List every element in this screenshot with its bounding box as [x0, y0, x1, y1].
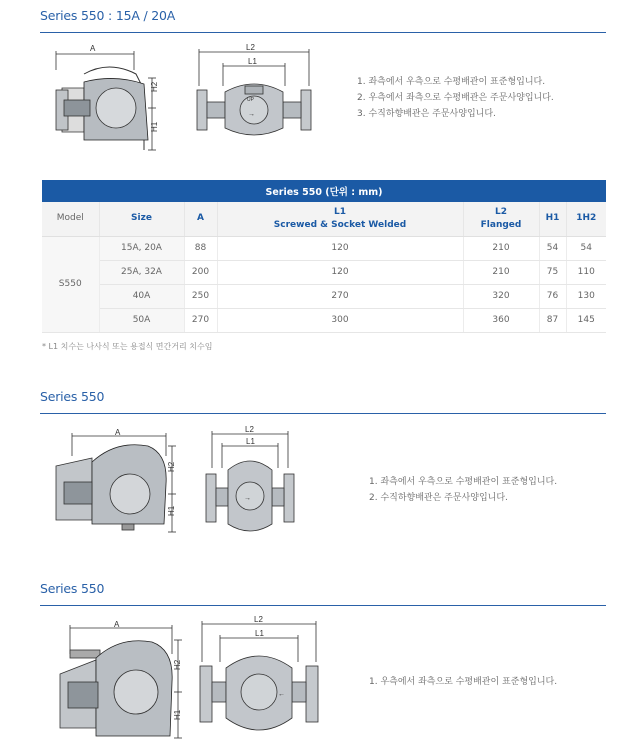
- size-cell: 50A: [99, 308, 184, 332]
- flow-arrow-icon: →: [244, 495, 251, 502]
- table-footnote: * L1 치수는 나사식 또는 용접식 면간거리 치수임: [42, 342, 213, 351]
- section1-divider: [40, 32, 606, 33]
- section3-side-view-drawing: [46, 620, 186, 742]
- section1-note: 3. 수직하향배관은 주문사양입니다.: [357, 109, 496, 119]
- l1-cell: 120: [217, 260, 463, 284]
- header-h1: H1: [539, 202, 566, 236]
- section3-notes: [369, 674, 557, 690]
- h1-cell: 76: [539, 284, 566, 308]
- h2-cell: 130: [566, 284, 606, 308]
- a-cell: 250: [184, 284, 217, 308]
- dim-a-label: A: [114, 620, 120, 629]
- section2-note: 1. 좌측에서 우측으로 수평배관이 표준형입니다.: [369, 477, 558, 487]
- h2-cell: 145: [566, 308, 606, 332]
- dim-l2-label: L2: [245, 425, 254, 434]
- header-l2-subtitle: Flanged: [480, 219, 522, 230]
- section2-note: 2. 수직하향배관은 주문사양입니다.: [369, 493, 508, 503]
- spec-table: [42, 180, 606, 333]
- l1-cell: 120: [217, 236, 463, 260]
- section2-front-view-drawing: [202, 425, 302, 540]
- dim-h1-label: H1: [167, 505, 176, 516]
- l1-cell: 300: [217, 308, 463, 332]
- dim-l2-label: L2: [246, 43, 255, 52]
- section1-title: Series 550 : 15A / 20A: [40, 8, 176, 23]
- l2-cell: 360: [463, 308, 539, 332]
- section1-note: 2. 우측에서 좌측으로 수평배관은 주문사양입니다.: [357, 93, 554, 103]
- h2-cell: 110: [566, 260, 606, 284]
- flow-arrow-icon: ←: [278, 691, 285, 698]
- dim-l1-label: L1: [248, 57, 257, 66]
- a-cell: 270: [184, 308, 217, 332]
- dim-l1-label: L1: [246, 437, 255, 446]
- h1-cell: 87: [539, 308, 566, 332]
- dim-l2-label: L2: [254, 615, 263, 624]
- header-l2: [463, 202, 539, 236]
- table-row: [42, 236, 606, 260]
- dim-h2-label: H2: [150, 81, 159, 92]
- section2-divider: [40, 413, 606, 414]
- section1-note: 1. 좌측에서 우측으로 수평배관이 표준형입니다.: [357, 77, 546, 87]
- section1-front-view-drawing: [195, 43, 315, 142]
- h2-cell: 54: [566, 236, 606, 260]
- section1-side-view-drawing: [44, 40, 174, 140]
- header-l2-title: L2: [495, 206, 507, 217]
- dim-h2-label: H2: [173, 659, 182, 670]
- flow-arrow-icon: →: [248, 111, 255, 118]
- l2-cell: 210: [463, 236, 539, 260]
- section3-front-view-drawing: [198, 615, 322, 742]
- model-cell: S550: [42, 236, 99, 332]
- section2-title: Series 550: [40, 389, 105, 404]
- l2-cell: 320: [463, 284, 539, 308]
- header-l1: [217, 202, 463, 236]
- header-model: Model: [42, 202, 99, 236]
- table-row: [42, 284, 606, 308]
- dim-h2-label: H2: [167, 461, 176, 472]
- section1-notes: [357, 74, 554, 122]
- section3-divider: [40, 605, 606, 606]
- table-row: [42, 308, 606, 332]
- section3-note: 1. 우측에서 좌측으로 수평배관이 표준형입니다.: [369, 677, 558, 687]
- section2-side-view-drawing: [36, 428, 176, 540]
- a-cell: 88: [184, 236, 217, 260]
- h1-cell: 54: [539, 236, 566, 260]
- l2-cell: 210: [463, 260, 539, 284]
- dim-l1-label: L1: [255, 629, 264, 638]
- up-marking-label: UP: [247, 97, 254, 103]
- header-a: A: [184, 202, 217, 236]
- l1-cell: 270: [217, 284, 463, 308]
- header-l1-subtitle: Screwed & Socket Welded: [273, 219, 407, 230]
- size-cell: 25A, 32A: [99, 260, 184, 284]
- header-size: Size: [99, 202, 184, 236]
- a-cell: 200: [184, 260, 217, 284]
- section3-title: Series 550: [40, 581, 105, 596]
- h1-cell: 75: [539, 260, 566, 284]
- size-cell: 40A: [99, 284, 184, 308]
- header-h2: 1H2: [566, 202, 606, 236]
- dim-a-label: A: [90, 44, 96, 53]
- header-l1-title: L1: [334, 206, 346, 217]
- table-row: [42, 260, 606, 284]
- table-caption: Series 550 (단위 : mm): [42, 180, 606, 202]
- size-cell: 15A, 20A: [99, 236, 184, 260]
- dim-h1-label: H1: [173, 709, 182, 720]
- dim-a-label: A: [115, 428, 121, 437]
- dim-h1-label: H1: [150, 121, 159, 132]
- section2-notes: [369, 474, 557, 506]
